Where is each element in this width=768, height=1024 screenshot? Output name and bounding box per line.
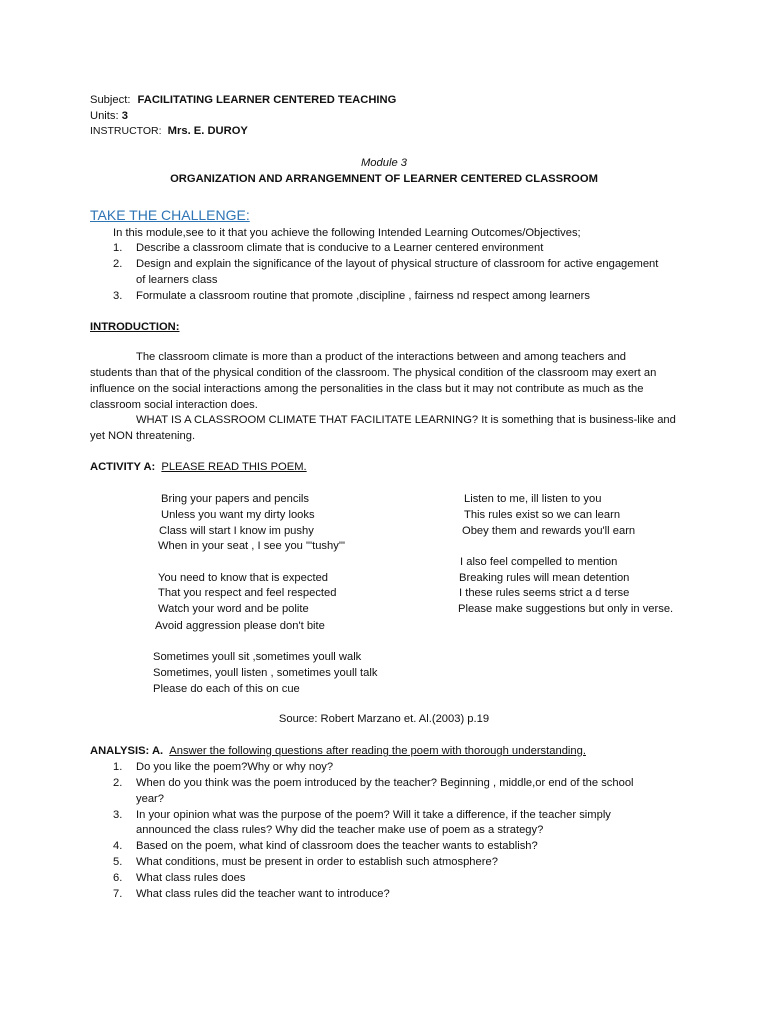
list-text: When do you think was the poem introduced by the teacher? Beginning , middle,or end of the school [136, 777, 634, 789]
list-text: In your opinion what was the purpose of the poem? Will it take a difference, if the teacher simply [136, 809, 611, 821]
instructor-value: Mrs. E. DUROY [167, 125, 248, 137]
activity-line [90, 461, 307, 473]
poem-line: Sometimes, youll listen , sometimes youll talk [153, 667, 378, 679]
list-number: 6. [113, 872, 123, 884]
activity-instruction: PLEASE READ THIS POEM. [161, 461, 307, 473]
analysis-line [90, 745, 586, 757]
list-text: Formulate a classroom routine that promote ,discipline , fairness nd respect among learners [136, 290, 590, 302]
instructor-line [90, 125, 248, 137]
list-text: What class rules does [136, 872, 246, 884]
list-text: of learners class [136, 274, 218, 286]
analysis-instruction: Answer the following questions after reading the poem with thorough understanding. [169, 745, 586, 757]
list-number: 2. [113, 777, 123, 789]
poem-line: You need to know that is expected [158, 572, 329, 584]
poem-line: Sometimes youll sit ,sometimes youll walk [153, 651, 362, 663]
poem-line: Avoid aggression please don't bite [155, 620, 325, 632]
list-number: 2. [113, 258, 123, 270]
intro-paragraph-line: students than that of the physical condition of the classroom. The physical condition of the classroom may exert an [90, 367, 657, 379]
list-text: Do you like the poem?Why or why noy? [136, 761, 334, 773]
units-line [90, 110, 128, 122]
list-number: 7. [113, 888, 123, 900]
challenge-heading: TAKE THE CHALLENGE: [90, 207, 250, 223]
poem-line: Listen to me, ill listen to you [464, 493, 602, 505]
module-title: ORGANIZATION AND ARRANGEMNENT OF LEARNER CENTERED CLASSROOM [170, 173, 598, 185]
module-number: Module 3 [360, 157, 408, 169]
list-number: 1. [113, 761, 123, 773]
list-number: 3. [113, 809, 123, 821]
poem-line: I also feel compelled to mention [460, 556, 618, 568]
subject-value: FACILITATING LEARNER CENTERED TEACHING [137, 94, 397, 106]
list-text: Based on the poem, what kind of classroom does the teacher wants to establish? [136, 840, 538, 852]
list-text: What class rules did the teacher want to introduce? [136, 888, 390, 900]
subject-line [90, 94, 396, 106]
poem-line: Watch your word and be polite [158, 603, 309, 615]
poem-source: Source: Robert Marzano et. Al.(2003) p.19 [278, 713, 490, 725]
intro-paragraph-line: WHAT IS A CLASSROOM CLIMATE THAT FACILITATE LEARNING? It is something that is business-like and [136, 414, 676, 426]
instructor-label: INSTRUCTOR: [90, 125, 162, 137]
list-number: 4. [113, 840, 123, 852]
poem-line: When in your seat , I see you "'tushy'" [158, 540, 345, 552]
list-text: year? [136, 793, 164, 805]
list-text: Design and explain the significance of the layout of physical structure of classroom for active engagement [136, 258, 659, 270]
introduction-heading: INTRODUCTION: [90, 321, 180, 333]
poem-line: Bring your papers and pencils [161, 493, 310, 505]
intro-paragraph-line: classroom social interaction does. [90, 399, 258, 411]
list-number: 3. [113, 290, 123, 302]
poem-line: Unless you want my dirty looks [161, 509, 315, 521]
units-label: Units: [90, 110, 119, 122]
list-text: What conditions, must be present in order to establish such atmosphere? [136, 856, 498, 868]
list-number: 1. [113, 242, 123, 254]
poem-line: Obey them and rewards you'll earn [462, 525, 636, 537]
activity-label: ACTIVITY A: [90, 461, 156, 473]
poem-line: I these rules seems strict a d terse [459, 587, 630, 599]
poem-line: Breaking rules will mean detention [459, 572, 630, 584]
list-number: 5. [113, 856, 123, 868]
poem-line: Class will start I know im pushy [159, 525, 314, 537]
poem-line: Please do each of this on cue [153, 683, 300, 695]
list-text: announced the class rules? Why did the teacher make use of poem as a strategy? [136, 824, 544, 836]
subject-label: Subject: [90, 94, 131, 106]
poem-line: That you respect and feel respected [158, 587, 337, 599]
units-value: 3 [121, 110, 128, 122]
intro-paragraph-line: yet NON threatening. [90, 430, 196, 442]
poem-line: This rules exist so we can learn [464, 509, 621, 521]
analysis-label: ANALYSIS: A. [90, 745, 164, 757]
challenge-intro: In this module,see to it that you achieve the following Intended Learning Outcomes/Objectives; [113, 227, 581, 239]
poem-line: Please make suggestions but only in verse. [458, 603, 674, 615]
list-text: Describe a classroom climate that is conducive to a Learner centered environment [136, 242, 544, 254]
intro-paragraph-line: The classroom climate is more than a product of the interactions between and among teachers and [136, 351, 627, 363]
intro-paragraph-line: influence on the social interactions among the personalities in the class but it may not contribute as much as the [90, 383, 644, 395]
